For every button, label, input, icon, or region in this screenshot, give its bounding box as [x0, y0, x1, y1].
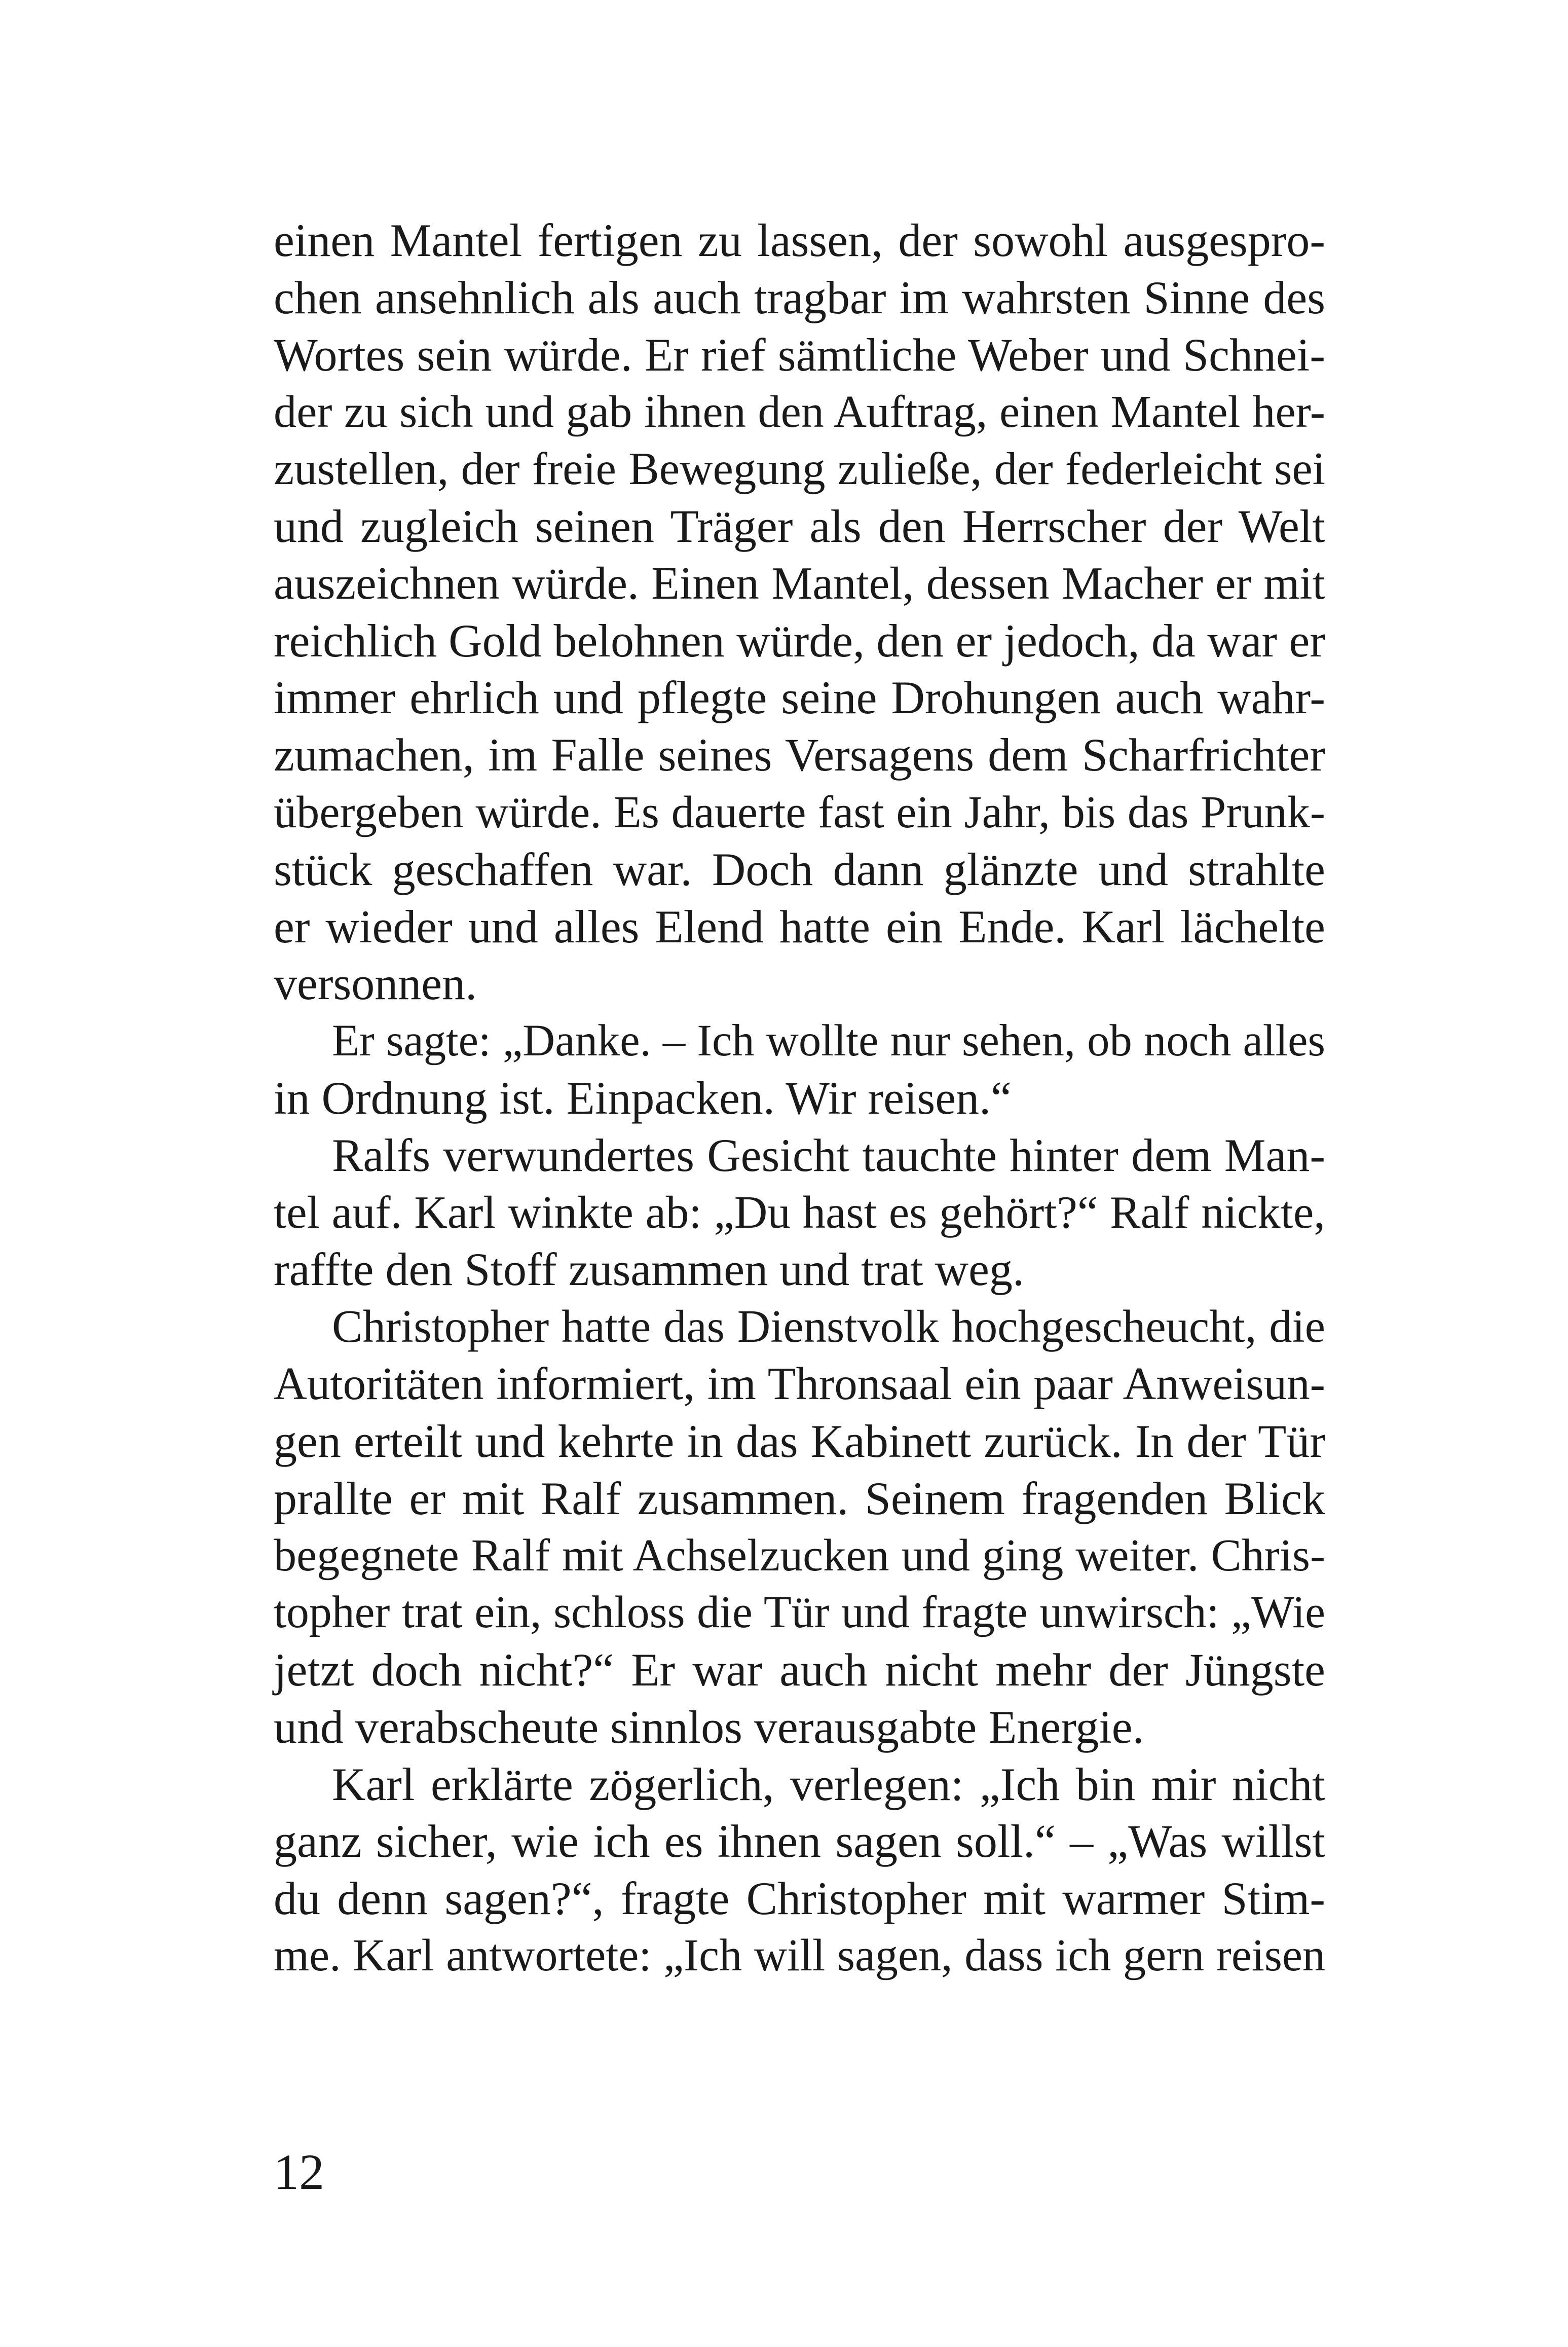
text-line: er wieder und alles Elend hatte ein Ende. Karl lächelte [274, 900, 1325, 952]
text-line: einen Mantel fertigen zu lassen, der sowohl ausgespro- [274, 214, 1325, 266]
text-line: jetzt doch nicht?“ Er war auch nicht mehr der Jüngste [274, 1643, 1325, 1696]
text-line: topher trat ein, schloss die Tür und fragte unwirsch: „Wie [274, 1587, 1325, 1638]
text-line: versonnen. [274, 958, 477, 1010]
text-line: Karl erklärte zögerlich, verlegen: „Ich bin mir nicht [332, 1758, 1325, 1810]
text-line: du denn sagen?“, fragte Christopher mit warmer Stim- [274, 1873, 1325, 1925]
body-text [274, 212, 1325, 1985]
text-line: Autoritäten informiert, im Thronsaal ein paar Anweisun- [274, 1358, 1325, 1409]
text-line: stück geschaffen war. Doch dann glänzte und strahlte [274, 843, 1325, 895]
text-line: gen erteilt und kehrte in das Kabinett zurück. In der Tür [274, 1415, 1325, 1467]
text-line: raffte den Stoff zusammen und trat weg. [274, 1243, 1024, 1296]
text-line: zumachen, im Falle seines Versagens dem Scharfrichter [274, 729, 1325, 781]
text-line: Ralfs verwundertes Gesicht tauchte hinter dem Man- [332, 1129, 1325, 1181]
text-line: und zugleich seinen Träger als den Herrscher der Welt [274, 500, 1325, 552]
text-line: tel auf. Karl winkte ab: „Du hast es gehört?“ Ralf nickte, [274, 1186, 1325, 1238]
text-line: und verabscheute sinnlos verausgabte Energie. [274, 1701, 1144, 1753]
text-line: übergeben würde. Es dauerte fast ein Jahr, bis das Prunk- [274, 786, 1325, 837]
page-number: 12 [274, 2144, 324, 2200]
text-line: Wortes sein würde. Er rief sämtliche Weber und Schnei- [274, 328, 1325, 381]
text-line: chen ansehnlich als auch tragbar im wahrsten Sinne des [274, 271, 1325, 323]
text-line: ganz sicher, wie ich es ihnen sagen soll.“ – „Was willst [274, 1815, 1325, 1867]
text-line: zustellen, der freie Bewegung zuließe, der federleicht sei [274, 443, 1325, 495]
text-line: me. Karl antwortete: „Ich will sagen, dass ich gern reisen [274, 1930, 1325, 1981]
text-line: in Ordnung ist. Einpacken. Wir reisen.“ [274, 1072, 1012, 1124]
text-line: prallte er mit Ralf zusammen. Seinem fragenden Blick [274, 1472, 1325, 1524]
text-line: der zu sich und gab ihnen den Auftrag, einen Mantel her- [274, 386, 1325, 437]
text-line: Er sagte: „Danke. – Ich wollte nur sehen, ob noch alles [332, 1016, 1325, 1066]
text-line: reichlich Gold belohnen würde, den er jedoch, da war er [274, 614, 1325, 667]
text-line: Christopher hatte das Dienstvolk hochgescheucht, die [332, 1301, 1325, 1352]
text-line: begegnete Ralf mit Achselzucken und ging weiter. Chris- [274, 1530, 1325, 1581]
text-line: auszeichnen würde. Einen Mantel, dessen Macher er mit [274, 557, 1325, 609]
text-line: immer ehrlich und pflegte seine Drohungen auch wahr- [274, 672, 1325, 724]
